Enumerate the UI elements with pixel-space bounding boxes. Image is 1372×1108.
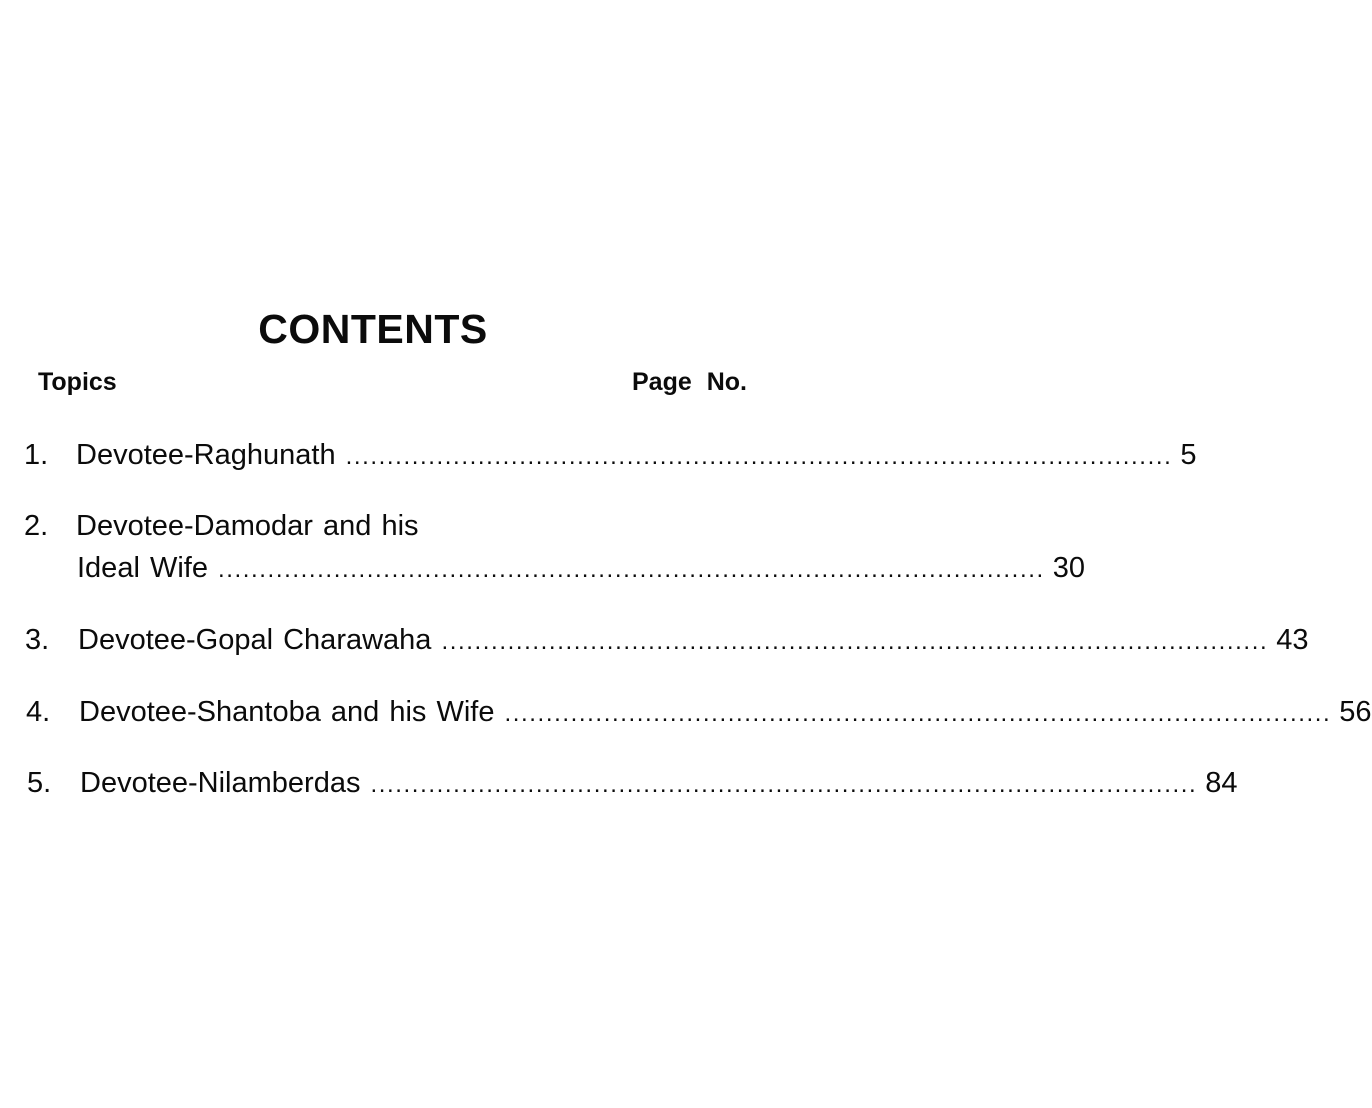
- page-title: CONTENTS: [258, 306, 488, 352]
- dot-leader: ....................................................................................................: [345, 443, 1173, 470]
- entry-number: 3.: [25, 624, 50, 656]
- topics-column-header: Topics: [38, 368, 117, 396]
- entry-title: Devotee-Gopal Charawaha: [78, 624, 432, 656]
- page-no-column-header: Page No.: [632, 368, 747, 396]
- entry-title: Devotee-Raghunath: [76, 439, 336, 471]
- entry-page-number: 5: [1180, 439, 1197, 471]
- dot-leader: ....................................................................................................: [217, 556, 1045, 583]
- entry-page-number: 56: [1339, 696, 1372, 728]
- entry-title: Devotee-Nilamberdas: [80, 767, 361, 799]
- entry-page-number: 30: [1052, 552, 1086, 584]
- entry-title: Devotee-Shantoba and his Wife: [79, 696, 495, 728]
- dot-leader: ....................................................................................................: [441, 628, 1269, 655]
- entry-number: 2.: [24, 510, 49, 542]
- entry-number: 1.: [24, 439, 49, 471]
- dot-leader: ....................................................................................................: [504, 700, 1332, 727]
- entry-page-number: 84: [1205, 767, 1238, 799]
- entry-page-number: 43: [1276, 624, 1309, 656]
- entry-number: 5.: [27, 767, 52, 799]
- dot-leader: ....................................................................................................: [370, 771, 1198, 798]
- entry-title: Devotee-Damodar and his: [76, 510, 419, 542]
- entry-title-continued: Ideal Wife: [77, 552, 208, 584]
- entry-number: 4.: [26, 696, 51, 728]
